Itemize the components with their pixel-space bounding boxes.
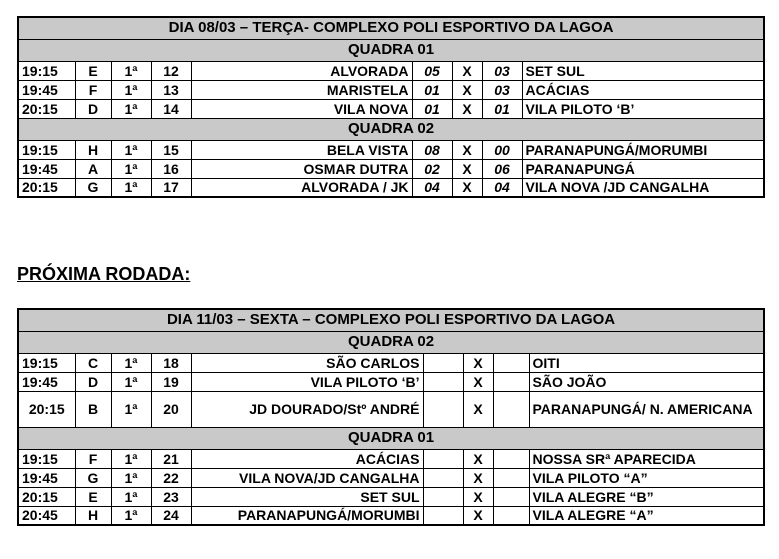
game-phase: 1ª bbox=[111, 80, 151, 99]
table-row bbox=[18, 372, 764, 391]
game-number: 22 bbox=[151, 468, 191, 487]
home-score-blank bbox=[423, 449, 463, 468]
game-number: 18 bbox=[151, 353, 191, 372]
home-team: OSMAR DUTRA bbox=[191, 159, 412, 178]
game-group: B bbox=[75, 391, 111, 427]
game-group: G bbox=[75, 178, 111, 197]
home-team: ALVORADA / JK bbox=[191, 178, 412, 197]
table-row bbox=[18, 178, 764, 197]
game-time: 19:45 bbox=[18, 468, 75, 487]
game-group: F bbox=[75, 80, 111, 99]
court-header bbox=[18, 39, 764, 61]
away-score-blank bbox=[493, 372, 529, 391]
away-team: PARANAPUNGÁ bbox=[522, 159, 764, 178]
next-day-title: DIA 11/03 – SEXTA – COMPLEXO POLI ESPORTIVO DA LAGOA bbox=[18, 309, 764, 331]
game-phase: 1ª bbox=[111, 140, 151, 159]
home-team: SET SUL bbox=[191, 487, 423, 506]
game-time: 20:15 bbox=[18, 487, 75, 506]
home-score: 01 bbox=[412, 80, 452, 99]
game-phase: 1ª bbox=[111, 487, 151, 506]
away-score: 01 bbox=[482, 99, 522, 118]
court-title: QUADRA 01 bbox=[18, 39, 764, 61]
away-team: OITI bbox=[529, 353, 764, 372]
game-group: A bbox=[75, 159, 111, 178]
game-group: D bbox=[75, 99, 111, 118]
away-team: VILA PILOTO “A” bbox=[529, 468, 764, 487]
away-team: PARANAPUNGÁ/ N. AMERICANA bbox=[529, 391, 764, 427]
court-header bbox=[18, 118, 764, 140]
away-team: PARANAPUNGÁ/MORUMBI bbox=[522, 140, 764, 159]
table-row bbox=[18, 61, 764, 80]
home-score-blank bbox=[423, 468, 463, 487]
table-row bbox=[18, 449, 764, 468]
court-header bbox=[18, 427, 764, 449]
game-group: G bbox=[75, 468, 111, 487]
game-group: H bbox=[75, 506, 111, 525]
game-time: 20:45 bbox=[18, 506, 75, 525]
versus-mark: X bbox=[463, 506, 493, 525]
game-phase: 1ª bbox=[111, 61, 151, 80]
game-group: C bbox=[75, 353, 111, 372]
game-group: E bbox=[75, 487, 111, 506]
home-team: VILA PILOTO ‘B’ bbox=[191, 372, 423, 391]
versus-mark: X bbox=[463, 391, 493, 427]
game-group: H bbox=[75, 140, 111, 159]
game-time: 19:15 bbox=[18, 61, 75, 80]
game-phase: 1ª bbox=[111, 353, 151, 372]
away-team: VILA ALEGRE “B” bbox=[529, 487, 764, 506]
game-time: 19:15 bbox=[18, 449, 75, 468]
home-team: SÃO CARLOS bbox=[191, 353, 423, 372]
results-day-header bbox=[18, 17, 764, 39]
game-phase: 1ª bbox=[111, 372, 151, 391]
away-score: 04 bbox=[482, 178, 522, 197]
home-score: 02 bbox=[412, 159, 452, 178]
home-score-blank bbox=[423, 506, 463, 525]
game-number: 16 bbox=[151, 159, 191, 178]
game-number: 21 bbox=[151, 449, 191, 468]
home-score-blank bbox=[423, 391, 463, 427]
away-score-blank bbox=[493, 487, 529, 506]
game-phase: 1ª bbox=[111, 468, 151, 487]
away-score-blank bbox=[493, 353, 529, 372]
versus-mark: X bbox=[463, 372, 493, 391]
home-score-blank bbox=[423, 372, 463, 391]
home-team: PARANAPUNGÁ/MORUMBI bbox=[191, 506, 423, 525]
table-row bbox=[18, 353, 764, 372]
court-header bbox=[18, 331, 764, 353]
game-group: F bbox=[75, 449, 111, 468]
home-team: ACÁCIAS bbox=[191, 449, 423, 468]
home-team: MARISTELA bbox=[191, 80, 412, 99]
table-row bbox=[18, 140, 764, 159]
away-score: 03 bbox=[482, 80, 522, 99]
game-number: 12 bbox=[151, 61, 191, 80]
game-time: 19:45 bbox=[18, 80, 75, 99]
away-team: VILA ALEGRE “A” bbox=[529, 506, 764, 525]
versus-mark: X bbox=[452, 178, 482, 197]
table-row bbox=[18, 99, 764, 118]
versus-mark: X bbox=[463, 487, 493, 506]
versus-mark: X bbox=[463, 468, 493, 487]
versus-mark: X bbox=[452, 140, 482, 159]
away-score-blank bbox=[493, 391, 529, 427]
home-score: 04 bbox=[412, 178, 452, 197]
versus-mark: X bbox=[452, 159, 482, 178]
results-day-title: DIA 08/03 – TERÇA- COMPLEXO POLI ESPORTIVO DA LAGOA bbox=[18, 17, 764, 39]
game-number: 20 bbox=[151, 391, 191, 427]
game-number: 24 bbox=[151, 506, 191, 525]
game-number: 23 bbox=[151, 487, 191, 506]
home-score: 05 bbox=[412, 61, 452, 80]
court-title: QUADRA 02 bbox=[18, 118, 764, 140]
away-score: 00 bbox=[482, 140, 522, 159]
away-score-blank bbox=[493, 449, 529, 468]
away-team: ACÁCIAS bbox=[522, 80, 764, 99]
game-phase: 1ª bbox=[111, 506, 151, 525]
table-row bbox=[18, 468, 764, 487]
results-table bbox=[17, 16, 765, 198]
home-score-blank bbox=[423, 353, 463, 372]
game-time: 19:45 bbox=[18, 372, 75, 391]
next-round-heading: PRÓXIMA RODADA: bbox=[17, 264, 191, 284]
versus-mark: X bbox=[463, 449, 493, 468]
away-score: 03 bbox=[482, 61, 522, 80]
home-score: 01 bbox=[412, 99, 452, 118]
away-score-blank bbox=[493, 468, 529, 487]
table-row bbox=[18, 506, 764, 525]
table-row bbox=[18, 487, 764, 506]
away-score-blank bbox=[493, 506, 529, 525]
game-time: 20:15 bbox=[18, 178, 75, 197]
table-row bbox=[18, 80, 764, 99]
table-row bbox=[18, 159, 764, 178]
home-team: JD DOURADO/Stº ANDRÉ bbox=[191, 391, 423, 427]
game-time: 19:15 bbox=[18, 353, 75, 372]
game-time: 20:15 bbox=[18, 391, 75, 427]
game-number: 13 bbox=[151, 80, 191, 99]
away-team: VILA NOVA /JD CANGALHA bbox=[522, 178, 764, 197]
next-round-table bbox=[17, 308, 765, 526]
game-phase: 1ª bbox=[111, 178, 151, 197]
game-phase: 1ª bbox=[111, 449, 151, 468]
game-time: 20:15 bbox=[18, 99, 75, 118]
table-row bbox=[18, 391, 764, 427]
home-score: 08 bbox=[412, 140, 452, 159]
game-number: 19 bbox=[151, 372, 191, 391]
versus-mark: X bbox=[452, 99, 482, 118]
home-team: VILA NOVA bbox=[191, 99, 412, 118]
game-phase: 1ª bbox=[111, 391, 151, 427]
game-group: E bbox=[75, 61, 111, 80]
home-team: BELA VISTA bbox=[191, 140, 412, 159]
game-time: 19:15 bbox=[18, 140, 75, 159]
game-time: 19:45 bbox=[18, 159, 75, 178]
home-team: ALVORADA bbox=[191, 61, 412, 80]
next-day-header bbox=[18, 309, 764, 331]
home-score-blank bbox=[423, 487, 463, 506]
away-team: NOSSA SRª APARECIDA bbox=[529, 449, 764, 468]
versus-mark: X bbox=[452, 61, 482, 80]
game-number: 17 bbox=[151, 178, 191, 197]
court-title: QUADRA 01 bbox=[18, 427, 764, 449]
court-title: QUADRA 02 bbox=[18, 331, 764, 353]
home-team: VILA NOVA/JD CANGALHA bbox=[191, 468, 423, 487]
away-score: 06 bbox=[482, 159, 522, 178]
away-team: VILA PILOTO ‘B’ bbox=[522, 99, 764, 118]
versus-mark: X bbox=[452, 80, 482, 99]
away-team: SET SUL bbox=[522, 61, 764, 80]
game-phase: 1ª bbox=[111, 159, 151, 178]
game-number: 14 bbox=[151, 99, 191, 118]
game-number: 15 bbox=[151, 140, 191, 159]
away-team: SÃO JOÃO bbox=[529, 372, 764, 391]
game-group: D bbox=[75, 372, 111, 391]
game-phase: 1ª bbox=[111, 99, 151, 118]
versus-mark: X bbox=[463, 353, 493, 372]
